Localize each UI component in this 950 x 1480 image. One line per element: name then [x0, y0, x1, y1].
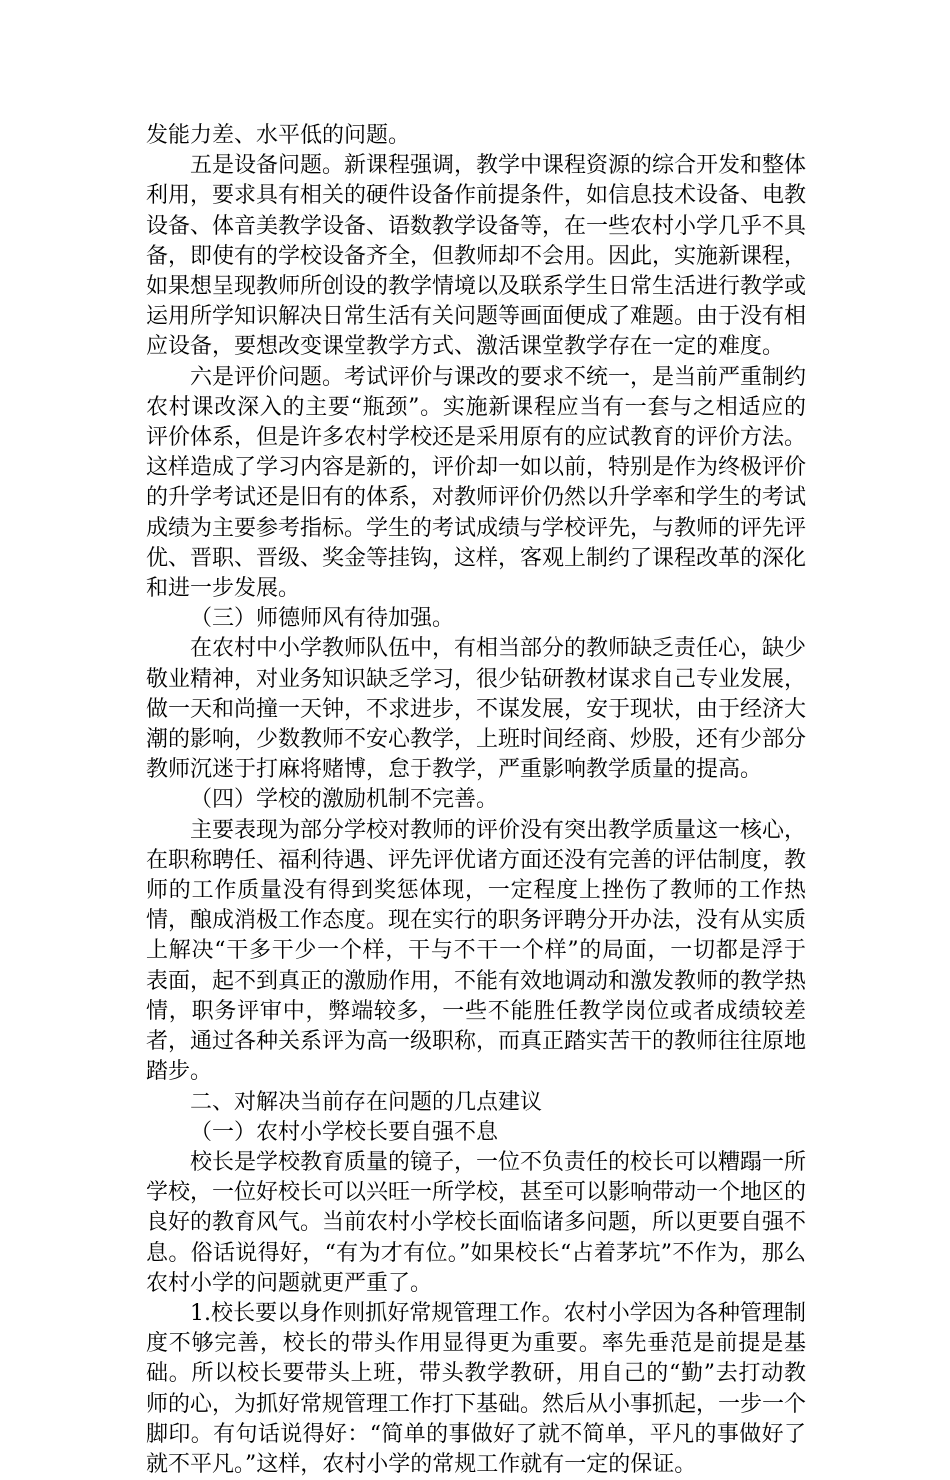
paragraph-continuation: 发能力差、水平低的问题。: [146, 123, 411, 148]
section-heading-teacher-ethics: （三）师德师风有待加强。: [190, 606, 455, 632]
section-heading-incentive-mechanism: （四）学校的激励机制不完善。: [190, 787, 499, 813]
paragraph-evaluation-problem: 六是评价问题。考试评价与课改的要求不统一，是当前严重制约农村课改深入的主要“瓶颈”。实施新课程应当有一套与之相适应的评价体系，但是许多农村学校还是采用原有的应试教育的评价方法。这样造成了学习内容是新的，评价却一如以前，特别是作为终极评价的升学考试还是旧有的体系，对教师评价仍然以升学率和学生的考试成绩为主要参考指标。学生的考试成绩与学校评先，与教师的评先评优、晋职、晋级、奖金等挂钩，这样，客观上制约了课程改革的深化和进一步发展。: [146, 364, 807, 602]
section-heading-suggestions: 二、对解决当前存在问题的几点建议: [190, 1089, 543, 1115]
paragraph-equipment-problem: 五是设备问题。新课程强调，教学中课程资源的综合开发和整体利用，要求具有相关的硬件设备作前提条件，如信息技术设备、电教设备、体音美教学设备、语数教学设备等，在一些农村小学几乎不具备，即使有的学校设备齐全，但教师却不会用。因此，实施新课程，如果想呈现教师所创设的教学情境以及联系学生日常生活进行教学或运用所学知识解决日常生活有关问题等画面便成了难题。由于没有相应设备，要想改变课堂教学方式、激活课堂教学存在一定的难度。: [146, 153, 807, 360]
paragraph-routine-management: 1.校长要以身作则抓好常规管理工作。农村小学因为各种管理制度不够完善，校长的带头作用显得更为重要。率先垂范是前提是基础。所以校长要带头上班，带头教学教研，用自己的“勤”去打动教师的心，为抓好常规管理工作打下基础。然后从小事抓起，一步一个脚印。有句话说得好：“简单的事做好了就不简单，平凡的事做好了就不平凡。”这样，农村小学的常规工作就有一定的保证。: [146, 1300, 807, 1477]
paragraph-teacher-ethics: 在农村中小学教师队伍中，有相当部分的教师缺乏责任心，缺少敬业精神，对业务知识缺乏学习，很少钻研教材谋求自己专业发展，做一天和尚撞一天钟，不求进步，不谋发展，安于现状，由于经济大潮的影响，少数教师不安心教学，上班时间经商、炒股，还有少部分教师沉迷于打麻将赌博，怠于教学，严重影响教学质量的提高。: [146, 636, 807, 783]
paragraph-principal-role: 校长是学校教育质量的镜子，一位不负责任的校长可以糟蹋一所学校，一位好校长可以兴旺一所学校，甚至可以影响带动一个地区的良好的教育风气。当前农村小学校长面临诸多问题，所以更要自强不息。俗话说得好，“有为才有位。”如果校长“占着茅坑”不作为，那么农村小学的问题就更严重了。: [146, 1149, 807, 1296]
document-page: [146, 121, 806, 1480]
section-heading-principal-self-improvement: （一）农村小学校长要自强不息: [190, 1119, 499, 1145]
paragraph-incentive-mechanism: 主要表现为部分学校对教师的评价没有突出教学质量这一核心，在职称聘任、福利待遇、评先评优诸方面还没有完善的评估制度，教师的工作质量没有得到奖惩体现，一定程度上挫伤了教师的工作热情，酿成消极工作态度。现在实行的职务评聘分开办法，没有从实质上解决“干多干少一个样，干与不干一个样”的局面，一切都是浮于表面，起不到真正的激励作用，不能有效地调动和激发教师的教学热情，职务评审中，弊端较多，一些不能胜任教学岗位或者成绩较差者，通过各种关系评为高一级职称，而真正踏实苦干的教师往往原地踏步。: [146, 817, 807, 1085]
